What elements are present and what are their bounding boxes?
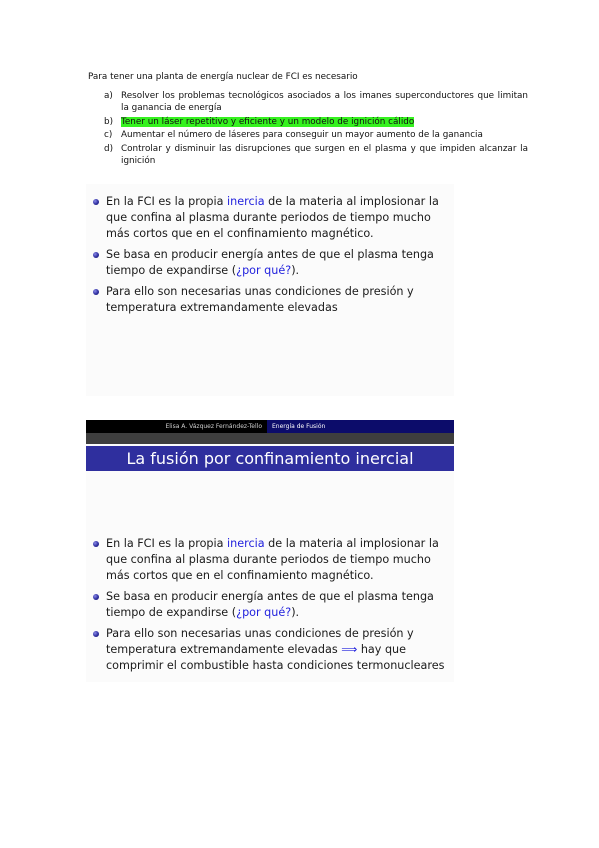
bullet-text: Para ello son necesarias unas condiciones de presión y temperatura extremandamente elevadas [106, 285, 414, 314]
bullet-text: Se basa en producir energía antes de que el plasma tenga tiempo de expandirse ( [106, 590, 434, 619]
option-text: Resolver los problemas tecnológicos asociados a los imanes superconductores que limitan la ganancia de energía [121, 91, 528, 113]
bullet-text: de la materia al implosionar la que confina al plasma durante periodos de tiempo mucho más cortos que en el confinamiento magnético. [106, 195, 439, 240]
bullet-text: En la FCI es la propia [106, 537, 228, 550]
slide-bullet-list [92, 536, 446, 679]
question-title: Para tener una planta de energía nuclear de FCI es necesario [88, 72, 358, 82]
option-a [88, 90, 528, 114]
option-letter: d) [104, 143, 114, 154]
implies-arrow-icon: ⟹ [341, 643, 358, 656]
header-divider-bar [86, 433, 454, 444]
slide-screenshot-2 [86, 420, 454, 682]
option-letter: a) [104, 91, 113, 101]
inercia-link[interactable]: inercia [227, 537, 265, 550]
bullet-text: hay que comprimir el combustible hasta condiciones termonucleares [106, 643, 445, 672]
bullet-ball-icon [93, 541, 99, 547]
inercia-link[interactable]: inercia [227, 195, 265, 208]
bullet-ball-icon [93, 289, 99, 295]
option-text: Aumentar el número de láseres para conseguir un mayor aumento de la ganancia [121, 130, 483, 140]
bullet-text: ). [291, 264, 300, 277]
highlighted-answer-text: Tener un láser repetitivo y eficiente y un modelo de ignición cálido [121, 116, 415, 127]
por-que-link[interactable]: ¿por qué? [236, 264, 292, 277]
option-d [88, 143, 528, 167]
slide-header-bar [86, 420, 454, 433]
bullet-text: En la FCI es la propia [106, 195, 228, 208]
exam-question [88, 71, 528, 168]
bullet-text: de la materia al implosionar la que confina al plasma durante periodos de tiempo mucho más cortos que en el confinamiento magnético. [106, 537, 439, 582]
bullet-ball-icon [93, 199, 99, 205]
bullet-item [92, 194, 446, 242]
bullet-ball-icon [93, 594, 99, 600]
bullet-text: Se basa en producir energía antes de que el plasma tenga tiempo de expandirse ( [106, 248, 434, 277]
bullet-ball-icon [93, 631, 99, 637]
answer-options [88, 90, 528, 167]
header-author: Elisa A. Vázquez Fernández-Tello [86, 420, 267, 433]
bullet-ball-icon [93, 252, 99, 258]
bullet-item [92, 536, 446, 584]
bullet-text: Para ello son necesarias unas condiciones de presión y temperatura extremandamente elevadas [106, 627, 414, 656]
slide-screenshot-1 [86, 184, 454, 396]
option-text: Controlar y disminuir las disrupciones que surgen en el plasma y que impiden alcanzar la ignición [121, 143, 528, 166]
bullet-item [92, 284, 446, 316]
bullet-text: ). [291, 606, 300, 619]
bullet-item [92, 247, 446, 279]
bullet-item [92, 589, 446, 621]
option-b [88, 116, 528, 128]
por-que-link[interactable]: ¿por qué? [236, 606, 292, 619]
header-short-title: Energía de Fusión [267, 420, 454, 433]
slide-title: La fusión por confinamiento inercial [86, 446, 454, 471]
slide-bullet-list [92, 194, 446, 321]
option-letter: b) [104, 116, 114, 127]
option-letter: c) [104, 130, 113, 140]
option-c [88, 129, 528, 141]
bullet-item [92, 626, 446, 674]
